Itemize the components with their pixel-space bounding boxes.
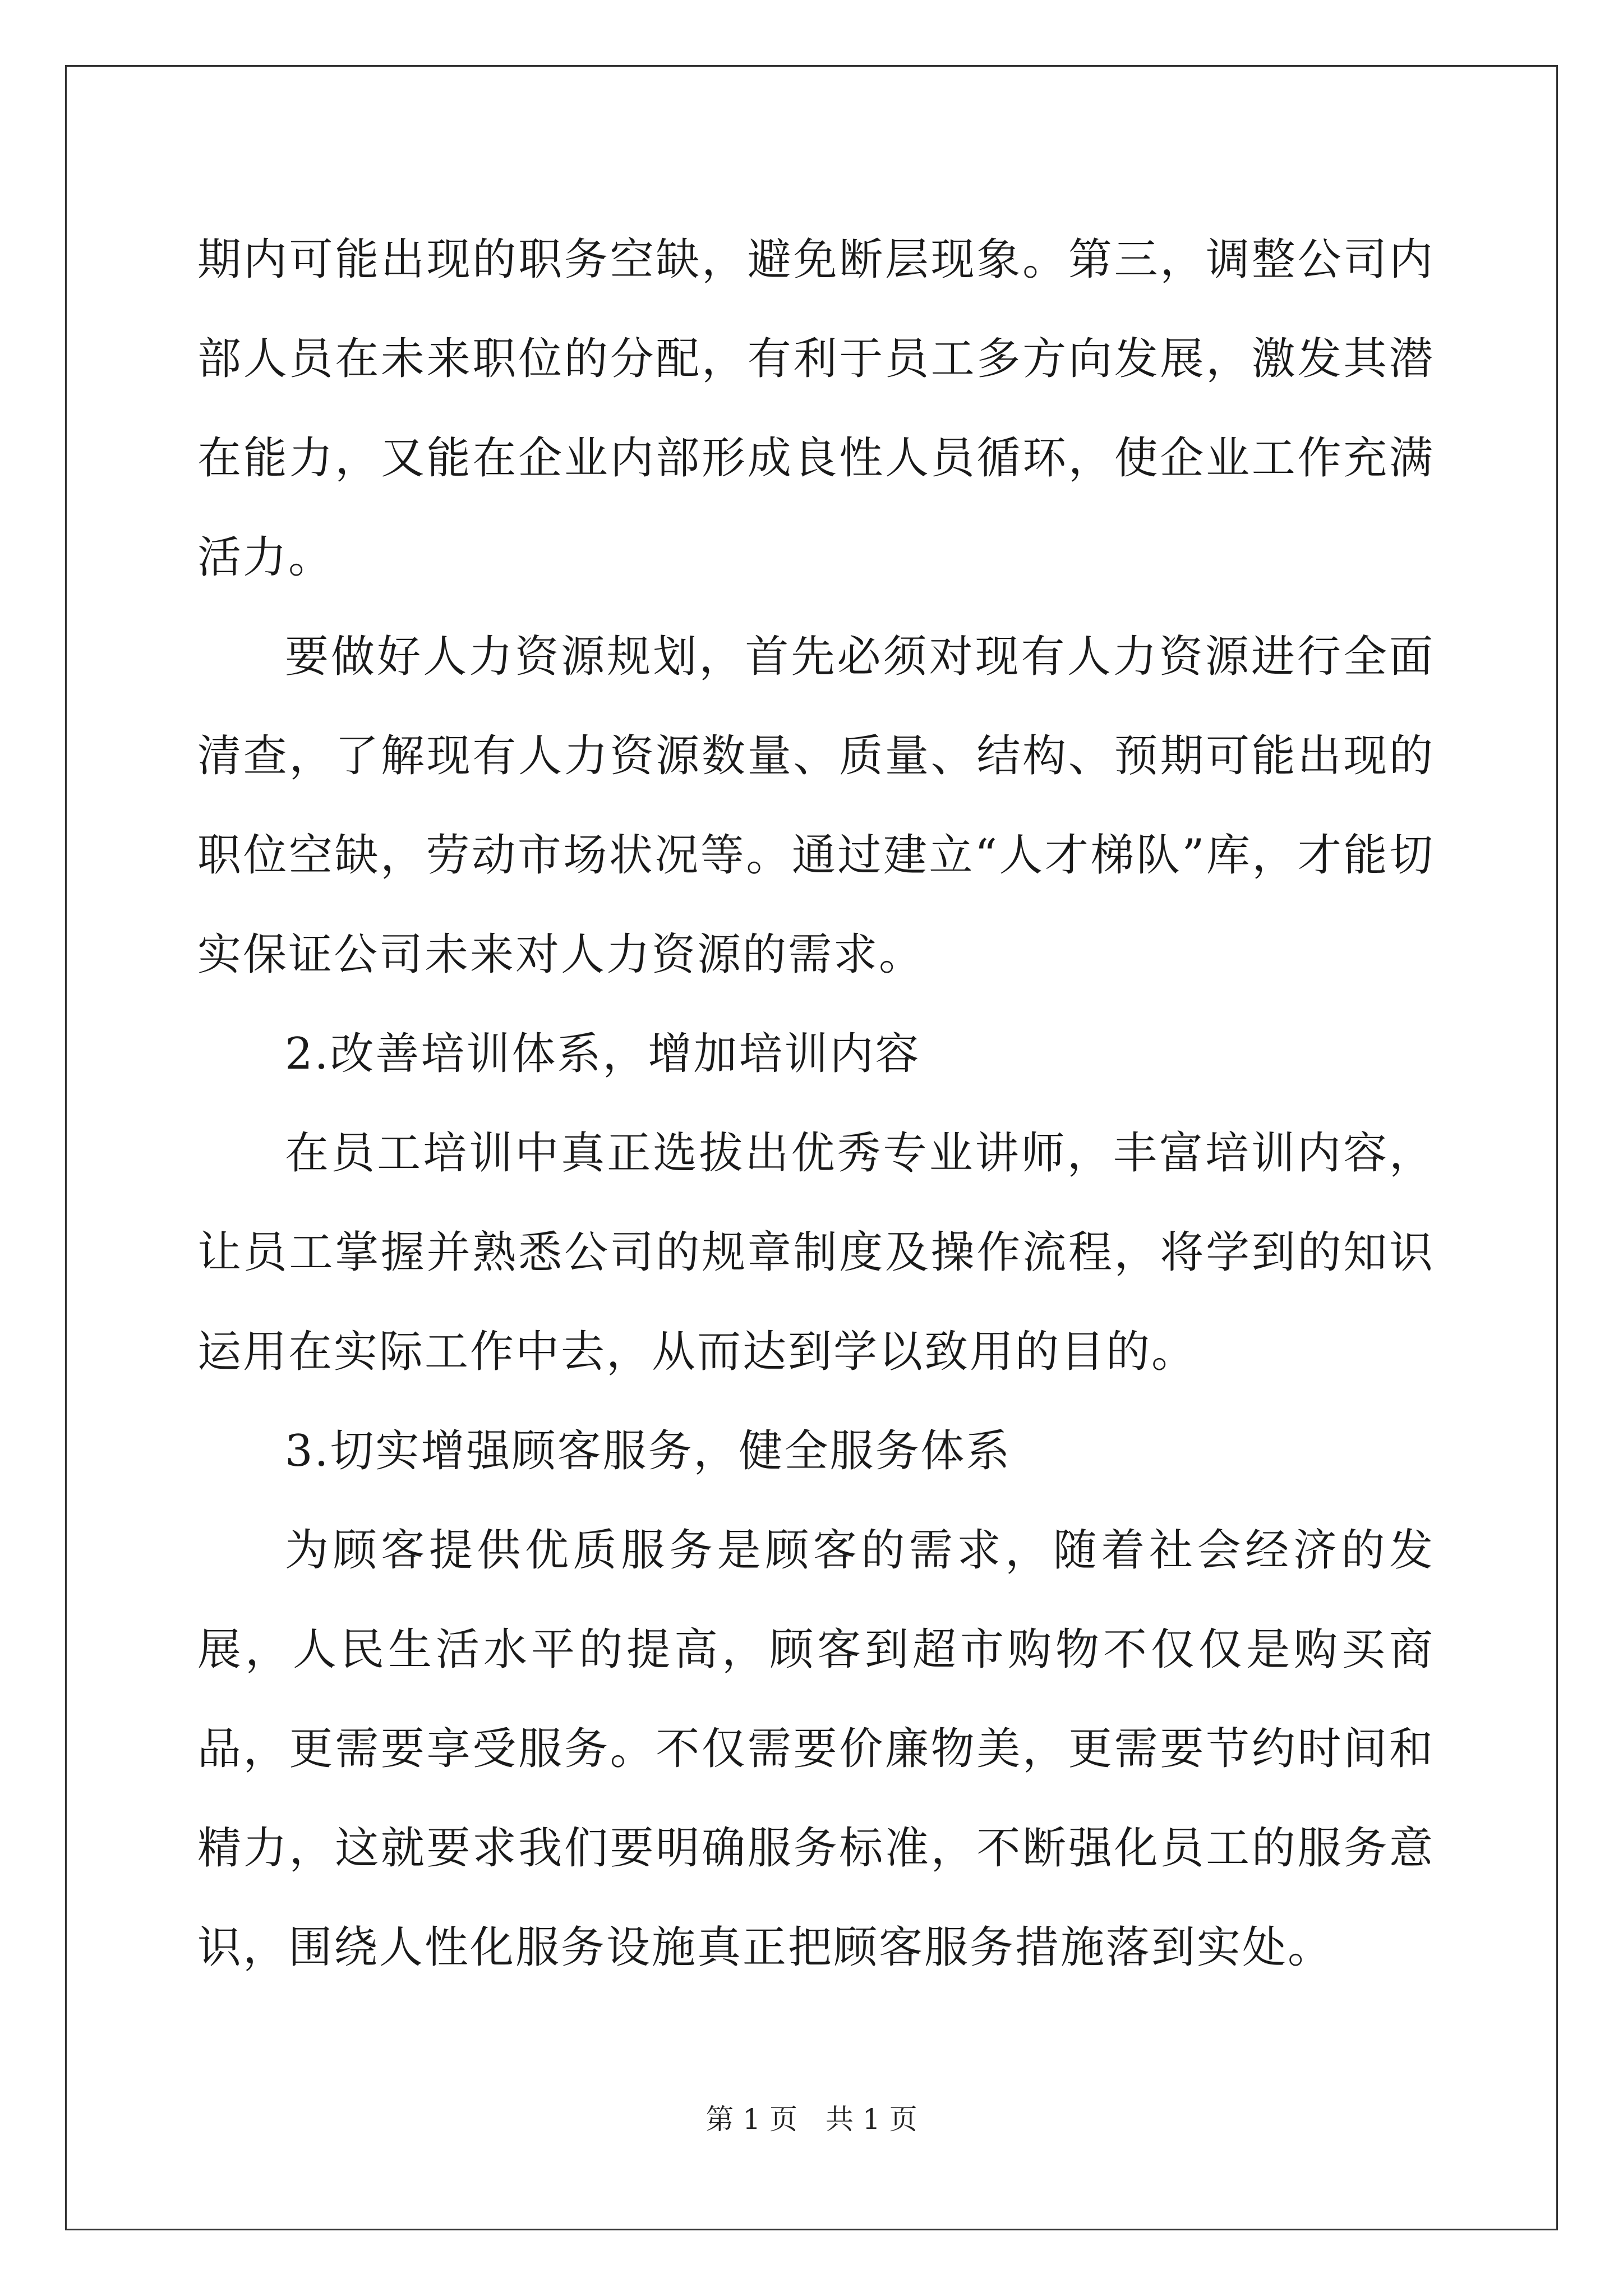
- page-number-footer: 第 1 页 共 1 页: [706, 2103, 917, 2136]
- paragraph-training: 在员工培训中真正选拔出优秀专业讲师，丰富培训内容，让员工掌握并熟悉公司的规章制度及操作流程，将学到的知识运用在实际工作中去，从而达到学以致用的目的。: [197, 1128, 1435, 1377]
- paragraph-hr-planning: 要做好人力资源规划，首先必须对现有人力资源进行全面清查，了解现有人力资源数量、质量、结构、预期可能出现的职位空缺，劳动市场状况等。通过建立“人才梯队”库，才能切实保证公司未来对人力资源的需求。: [197, 632, 1435, 980]
- paragraph-continuation: 期内可能出现的职务空缺，避免断层现象。第三，调整公司内部人员在未来职位的分配，有利于员工多方向发展，激发其潜在能力，又能在企业内部形成良性人员循环，使企业工作充满活力。: [197, 234, 1435, 583]
- paragraph-service: 为顾客提供优质服务是顾客的需求，随着社会经济的发展，人民生活水平的提高，顾客到超市购物不仅仅是购买商品，更需要享受服务。不仅需要价廉物美，更需要节约时间和精力，这就要求我们要明确服务标准，不断强化员工的服务意识，围绕人性化服务设施真正把顾客服务措施落到实处。: [197, 1525, 1435, 1973]
- section-heading-service: 3.切实增强顾客服务，健全服务体系: [285, 1426, 1012, 1476]
- section-heading-training: 2.改善培训体系，增加培训内容: [285, 1029, 921, 1079]
- document-body: [197, 210, 1435, 1998]
